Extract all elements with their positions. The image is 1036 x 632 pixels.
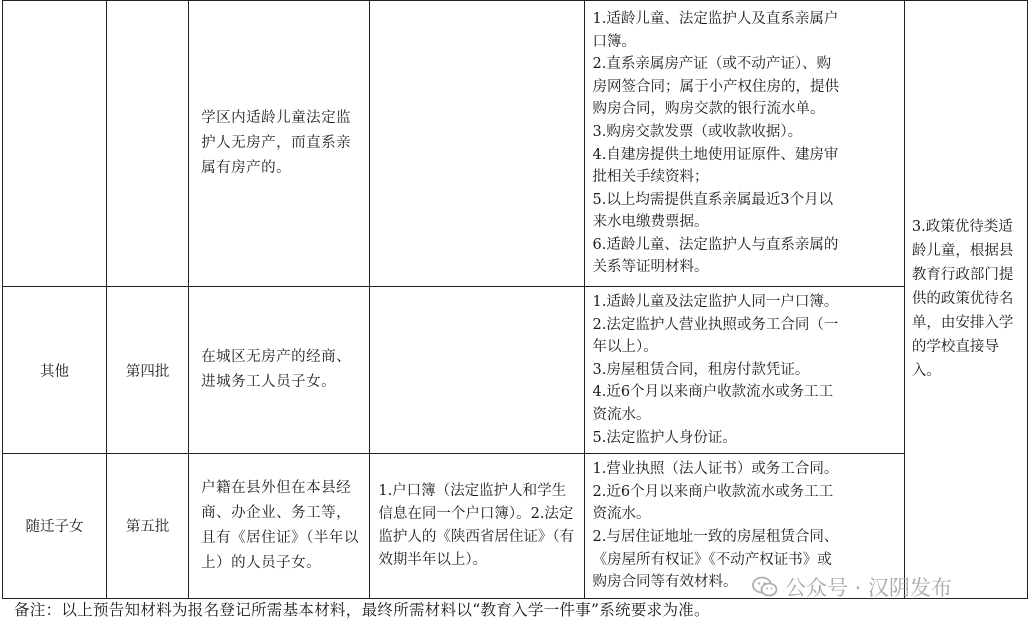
watermark-text: 公众号 · 汉阴发布 [785,576,953,600]
material-line: 房网签合同；属于小产权住房的，提供 [592,78,840,95]
condition-cell: 在城区无房产的经商、进城务工人员子女。 [189,287,370,454]
category-cell: 其他 [3,287,107,454]
condition-cell: 户籍在县外但在本县经商、办企业、务工等，且有《居住证》（半年以上）的人员子女。 [189,454,370,599]
material-line: 口簿。 [592,33,637,50]
material-line: 2.近6个月以来商户收款流水或务工工 [592,483,834,500]
condition-cell: 学区内适龄儿童法定监护人无房产，而直系亲属有房产的。 [189,1,370,287]
material-line: 1.营业执照（法人证书）或务工合同。 [592,461,839,478]
material-line: 资流水。 [592,506,651,523]
category-cell: 随迁子女 [3,454,107,599]
batch-cell: 第五批 [107,454,189,599]
material-line: 来水电缴费票据。 [592,214,709,231]
material-line: 3.购房交款发票（或收款收据）。 [592,123,803,140]
material-line: 5.法定监护人身份证。 [592,429,737,446]
policy-note-cell: 3.政策优待类适龄儿童，根据县教育行政部门提供的政策优待名单，由安排入学的学校直接导入。 [904,1,1027,599]
material-line: 关系等证明材料。 [592,259,709,276]
material-line: 资流水。 [592,406,651,423]
material-line: 年以上）。 [592,339,658,356]
checklist-cell: 1.户口簿（法定监护人和学生信息在同一个户口簿）。2.法定监护人的《陕西省居住证》（有效期半年以上）。 [370,454,584,599]
material-line: 购房合同等有效材料。 [592,574,738,591]
watermark [752,572,952,602]
material-line: 1.适龄儿童及法定监护人同一户口簿。 [592,294,839,310]
material-line: 4.近6个月以来商户收款流水或务工工 [592,384,834,401]
material-line: 1.适龄儿童、法定监护人及直系亲属户 [592,10,839,27]
material-line: 4.自建房提供土地使用证原件、建房审 [592,146,839,163]
checklist-cell [370,1,584,287]
enrollment-materials-table [2,0,1028,599]
table-row [3,1,1028,287]
material-line: 3.房屋租赁合同，租房付款凭证。 [592,361,810,378]
batch-cell [107,1,189,287]
material-line: 《房屋所有权证》《不动产权证书》或 [592,551,832,568]
table-row [3,287,1028,454]
material-line: 2.与居住证地址一致的房屋租赁合同、 [592,528,839,545]
batch-cell: 第四批 [107,287,189,454]
material-line: 批相关手续资料； [592,169,709,186]
checklist-cell [370,287,584,454]
material-line: 2.法定监护人营业执照或务工合同（一 [592,316,839,333]
material-line: 6.适龄儿童、法定监护人与直系亲属的 [592,236,839,253]
footnote: 备注：以上预告知材料为报名登记所需基本材料，最终所需材料以“教育入学一件事”系统要求为准。 [14,601,710,619]
materials-cell [584,1,904,287]
materials-cell [584,287,904,454]
wechat-icon [752,576,778,598]
category-cell [3,1,107,287]
material-line: 5.以上均需提供直系亲属最近3个月以 [592,191,834,208]
material-line: 购房合同，购房交款的银行流水单。 [592,101,825,118]
material-line: 2.直系亲属房产证（或不动产证）、购 [592,56,832,73]
